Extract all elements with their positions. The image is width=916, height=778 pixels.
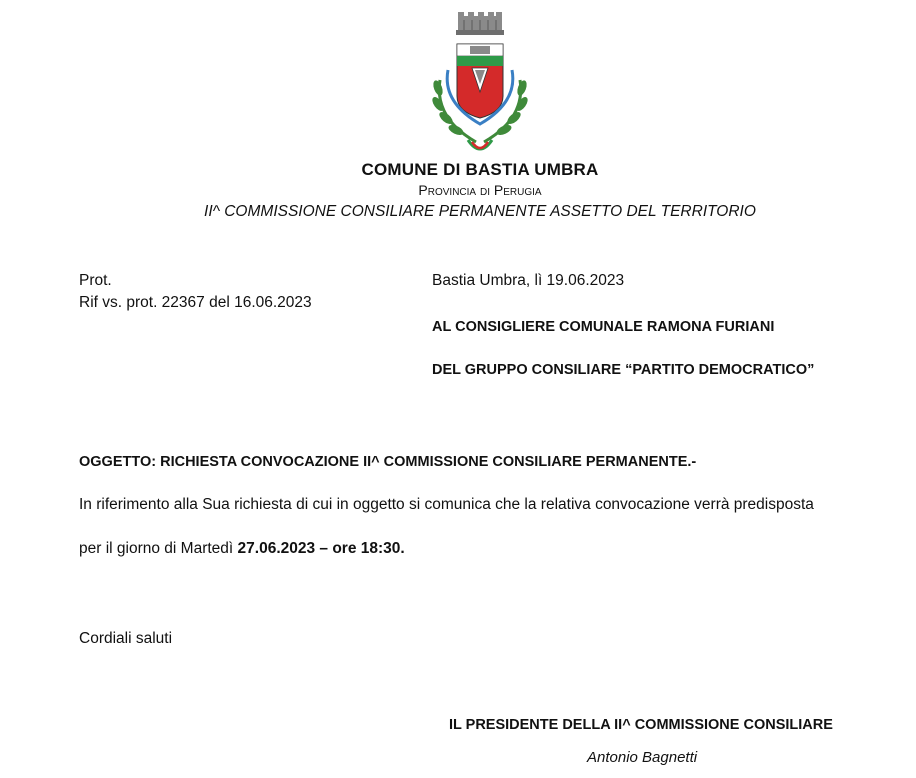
shield-icon [447, 44, 513, 124]
commission-title: II^ COMMISSIONE CONSILIARE PERMANENTE ASSETTO DEL TERRITORIO [204, 203, 756, 220]
recipient-line-2: DEL GRUPPO CONSILIARE “PARTITO DEMOCRATICO” [432, 362, 815, 378]
body-paragraph-line-1: In riferimento alla Sua richiesta di cui in oggetto si comunica che la relativa convocazione verrà predisposta [79, 496, 814, 513]
protocol-label: Prot. [79, 272, 112, 289]
signature-title: IL PRESIDENTE DELLA II^ COMMISSIONE CONSILIARE [449, 717, 833, 733]
reference-protocol: Rif vs. prot. 22367 del 16.06.2023 [79, 294, 312, 311]
meeting-date-time: 27.06.2023 – ore 18:30. [237, 540, 405, 557]
crown-icon [456, 12, 504, 35]
subject-line: OGGETTO: RICHIESTA CONVOCAZIONE II^ COMMISSIONE CONSILIARE PERMANENTE.- [79, 454, 697, 470]
closing-greeting: Cordiali saluti [79, 630, 173, 647]
province-subtitle: Provincia di Perugia [418, 182, 542, 198]
municipal-crest-icon [420, 8, 540, 160]
meeting-date-prefix: per il giorno di Martedì [79, 540, 238, 557]
recipient-line-1: AL CONSIGLIERE COMUNALE RAMONA FURIANI [432, 319, 775, 335]
municipality-title: COMUNE DI BASTIA UMBRA [361, 160, 599, 179]
place-date: Bastia Umbra, lì 19.06.2023 [432, 272, 625, 289]
body-paragraph-line-2 [79, 540, 405, 558]
signature-name: Antonio Bagnetti [587, 749, 698, 766]
